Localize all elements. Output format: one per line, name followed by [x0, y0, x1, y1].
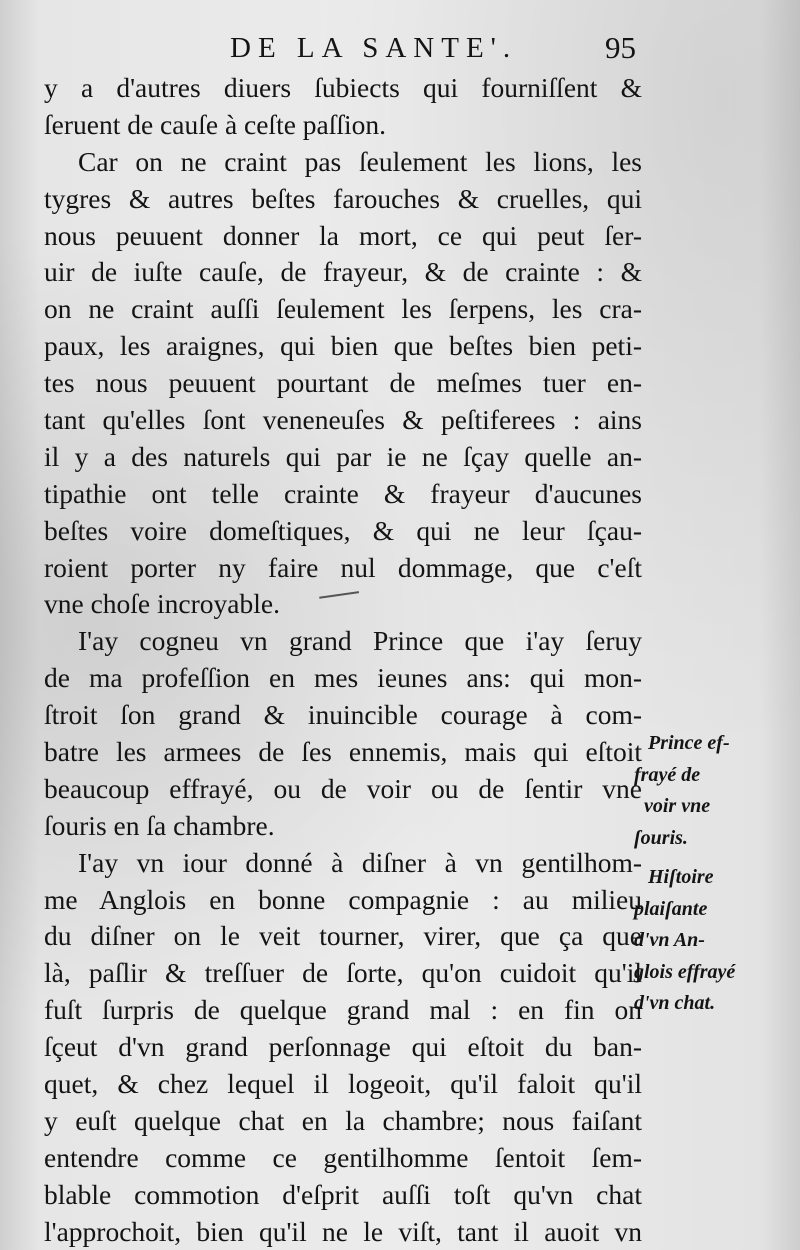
text-line: entendre comme ce gentilhomme ſentoit ſem-: [44, 1141, 642, 1173]
text-line: ſouris en ſa chambre.: [44, 809, 275, 841]
margin-note-line: Prince ef-: [648, 732, 730, 754]
text-line: y a d'autres diuers ſubiects qui fourniſſent &: [44, 72, 642, 103]
margin-note-line: Hiſtoire: [648, 866, 714, 888]
margin-note-line: d'vn chat.: [634, 992, 716, 1014]
text-line: vne choſe incroyable.: [44, 588, 280, 620]
text-line: I'ay vn iour donné à diſner à vn gentilhom-: [78, 846, 642, 878]
text-line: Car on ne craint pas ſeulement les lions, les: [78, 145, 642, 177]
text-line: roient porter ny faire nul dommage, que c'eſt: [44, 551, 642, 583]
text-line: paux, les araignes, qui bien que beſtes bien peti-: [44, 330, 642, 362]
margin-note-line: glois effrayé: [634, 960, 736, 983]
text-line: tygres & autres beſtes farouches & cruelles, qui: [44, 182, 642, 214]
page-header: [0, 28, 800, 72]
text-line: beſtes voire domeſtiques, & qui ne leur ſçau-: [44, 514, 642, 546]
margin-notes: [634, 728, 794, 1020]
page-number: 95: [605, 30, 636, 65]
text-line: quet, & chez lequel il logeoit, qu'il faloit qu'il: [44, 1068, 642, 1100]
text-line: ſçeut d'vn grand perſonnage qui eſtoit du ban-: [44, 1031, 642, 1063]
text-line: tes nous peuuent pourtant de meſmes tuer en-: [44, 367, 642, 399]
text-line: me Anglois en bonne compagnie : au milieu: [44, 883, 642, 915]
text-line: ſeruent de cauſe à ceſte paſſion.: [44, 108, 387, 140]
text-line: tipathie ont telle crainte & frayeur d'aucunes: [44, 477, 642, 509]
text-line: il y a des naturels qui par ie ne ſçay quelle an-: [44, 440, 642, 472]
text-line: on ne craint auſſi ſeulement les ſerpens, les cra-: [44, 293, 642, 325]
text-line: tant qu'elles ſont veneneuſes & peſtiferees : ains: [44, 404, 642, 436]
text-line: ſtroit ſon grand & inuincible courage à com-: [44, 699, 642, 731]
margin-note-line: ſouris.: [634, 826, 688, 849]
running-head: DE LA SANTE'.: [230, 32, 518, 64]
margin-note-line: plaiſante: [634, 897, 708, 920]
text-line: blable commotion d'eſprit auſſi toſt qu'vn chat: [44, 1178, 642, 1210]
text-line: uir de iuſte cauſe, de frayeur, & de crainte : &: [44, 256, 642, 288]
text-line: I'ay cogneu vn grand Prince que i'ay ſeruy: [78, 625, 642, 657]
body-text: [44, 70, 642, 1250]
text-line: là, paſlir & treſſuer de ſorte, qu'on cuidoit qu'il: [44, 957, 642, 989]
margin-note-line: frayé de: [634, 763, 701, 786]
text-line: du diſner on le veit tourner, virer, que ça que: [44, 920, 642, 952]
text-line: y euſt quelque chat en la chambre; nous faiſant: [44, 1104, 642, 1136]
text-line: beaucoup effrayé, ou de voir ou de ſentir vne: [44, 772, 642, 804]
text-line: fuſt ſurpris de quelque grand mal : en fin on: [44, 994, 642, 1026]
text-line: nous peuuent donner la mort, ce qui peut ſer-: [44, 219, 642, 251]
margin-note-line: voir vne: [644, 795, 711, 817]
text-line: l'approchoit, bien qu'il ne le viſt, tant il auoit vn: [44, 1215, 642, 1247]
margin-note-line: d'vn An-: [634, 929, 705, 951]
text-line: batre les armees de ſes ennemis, mais qui eſtoit: [44, 736, 642, 768]
text-line: de ma profeſſion en mes ieunes ans: qui mon-: [44, 662, 642, 694]
